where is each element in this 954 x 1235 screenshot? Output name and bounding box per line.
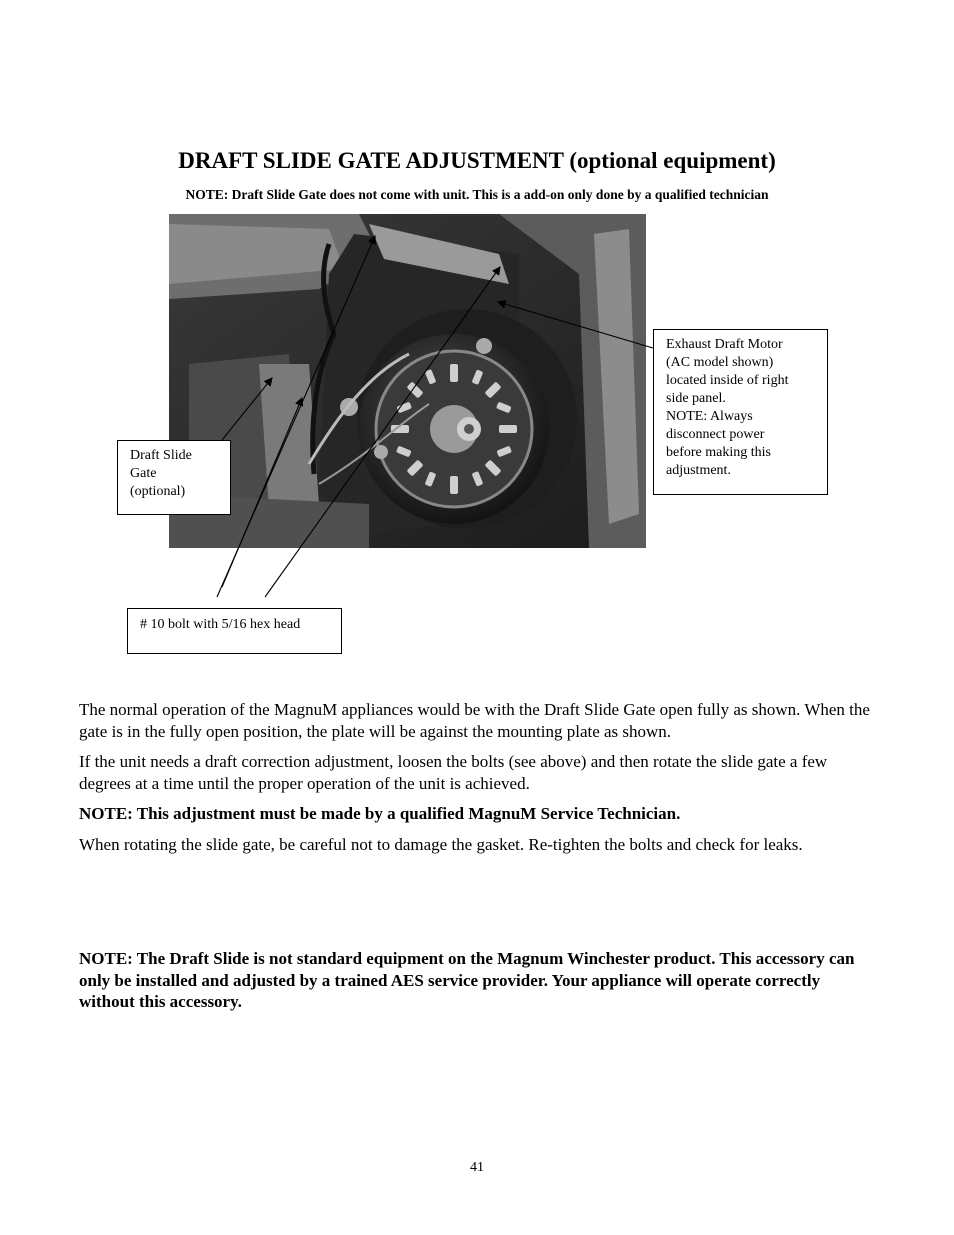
page-number: 41 [470,1160,484,1175]
motor-callout-line: Exhaust Draft Motor [666,337,783,352]
page-title: DRAFT SLIDE GATE ADJUSTMENT (optional equipment) [178,148,776,173]
technician-note: NOTE: Draft Slide Gate does not come with unit. This is a add-on only done by a qualified technician [185,187,769,202]
bolt-callout-text: # 10 bolt with 5/16 hex head [140,617,301,632]
bolt-callout [127,608,342,654]
motor-callout-line: before making this [666,445,771,460]
gate-callout-line: Gate [130,466,157,481]
draft-motor-photo [169,214,646,548]
motor-callout-line: (AC model shown) [666,355,774,370]
motor-callout-line: adjustment. [666,463,731,478]
paragraph-adjustment: If the unit needs a draft correction adjustment, loosen the bolts (see above) and then rotate the slide gate a few degrees at a time until the proper operation of the unit is achieved. [79,752,828,793]
paragraph-gasket-warning: When rotating the slide gate, be careful not to damage the gasket. Re-tighten the bolts and check for leaks. [79,835,803,854]
paragraph-normal-operation: The normal operation of the MagnuM appliances would be with the Draft Slide Gate open fully as shown. When the gate is in the fully open position, the plate will be against the mounting plate as shown. [79,700,870,741]
motor-callout-line: disconnect power [666,427,765,442]
draft-slide-gate-callout [117,440,231,515]
paragraph-technician-note: NOTE: This adjustment must be made by a qualified MagnuM Service Technician. [79,804,681,823]
motor-callout-line: NOTE: Always [666,409,753,424]
gate-callout-line: Draft Slide [130,448,192,463]
motor-callout-line: located inside of right [666,373,789,388]
motor-callout-line: side panel. [666,391,726,406]
gate-callout-line: (optional) [130,484,186,499]
paragraph-accessory-note: NOTE: The Draft Slide is not standard equipment on the Magnum Winchester product. This accessory can only be installed and adjusted by a trained AES service provider. Your appliance will operate correctly without this accessory. [79,949,855,1011]
exhaust-draft-motor-callout [653,329,828,495]
